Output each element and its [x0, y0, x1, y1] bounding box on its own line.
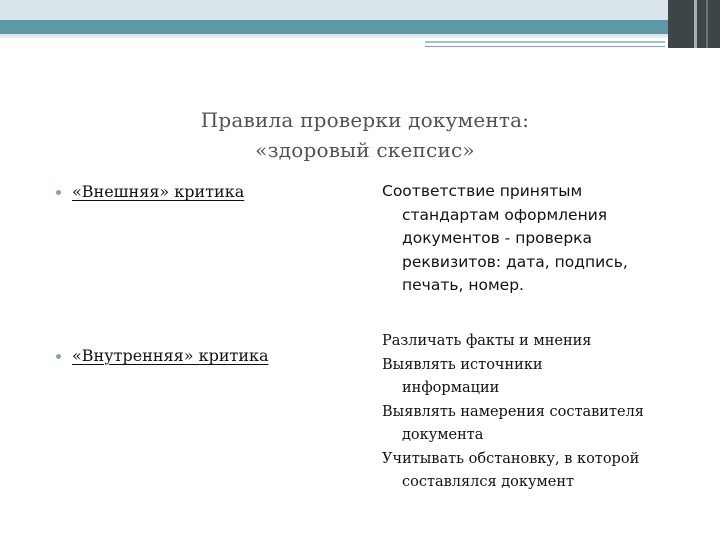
- bullet-label: «Внутренняя» критика: [72, 346, 269, 365]
- bullet-dot: [56, 190, 61, 195]
- description-line: стандартам оформления: [402, 205, 608, 224]
- description-line: Соответствие принятым: [382, 182, 583, 200]
- corner-stripe: [706, 0, 708, 48]
- corner-decoration: [668, 0, 720, 48]
- bullet-external-criticism: [72, 182, 244, 201]
- bullet-label: «Внешняя» критика: [72, 182, 245, 201]
- description-line: Выявлять намерения составителя: [382, 403, 644, 420]
- description-line: Учитывать обстановку, в которой: [382, 450, 640, 467]
- bullet-internal-criticism: [72, 346, 269, 365]
- title-line-2: «здоровый скепсис»: [255, 138, 475, 162]
- description-line: Различать факты и мнения: [382, 333, 592, 349]
- bullet-dot: [56, 354, 61, 359]
- description-line: документа: [402, 427, 484, 443]
- slide-title: [150, 105, 580, 165]
- description-line: информации: [402, 380, 500, 396]
- description-line: документов - проверка: [402, 229, 593, 247]
- decorative-rule: [425, 46, 665, 47]
- description-line: реквизитов: дата, подпись,: [402, 252, 628, 271]
- description-line: составлялся документ: [402, 474, 575, 490]
- description-line: печать, номер.: [402, 276, 524, 294]
- corner-stripe: [694, 0, 697, 48]
- title-line-1: Правила проверки документа:: [200, 108, 530, 132]
- external-criticism-description: [382, 180, 628, 298]
- internal-criticism-description: [382, 330, 644, 495]
- decorative-rule: [425, 41, 665, 43]
- header-band: [0, 0, 720, 38]
- description-line: Выявлять источники: [382, 356, 543, 373]
